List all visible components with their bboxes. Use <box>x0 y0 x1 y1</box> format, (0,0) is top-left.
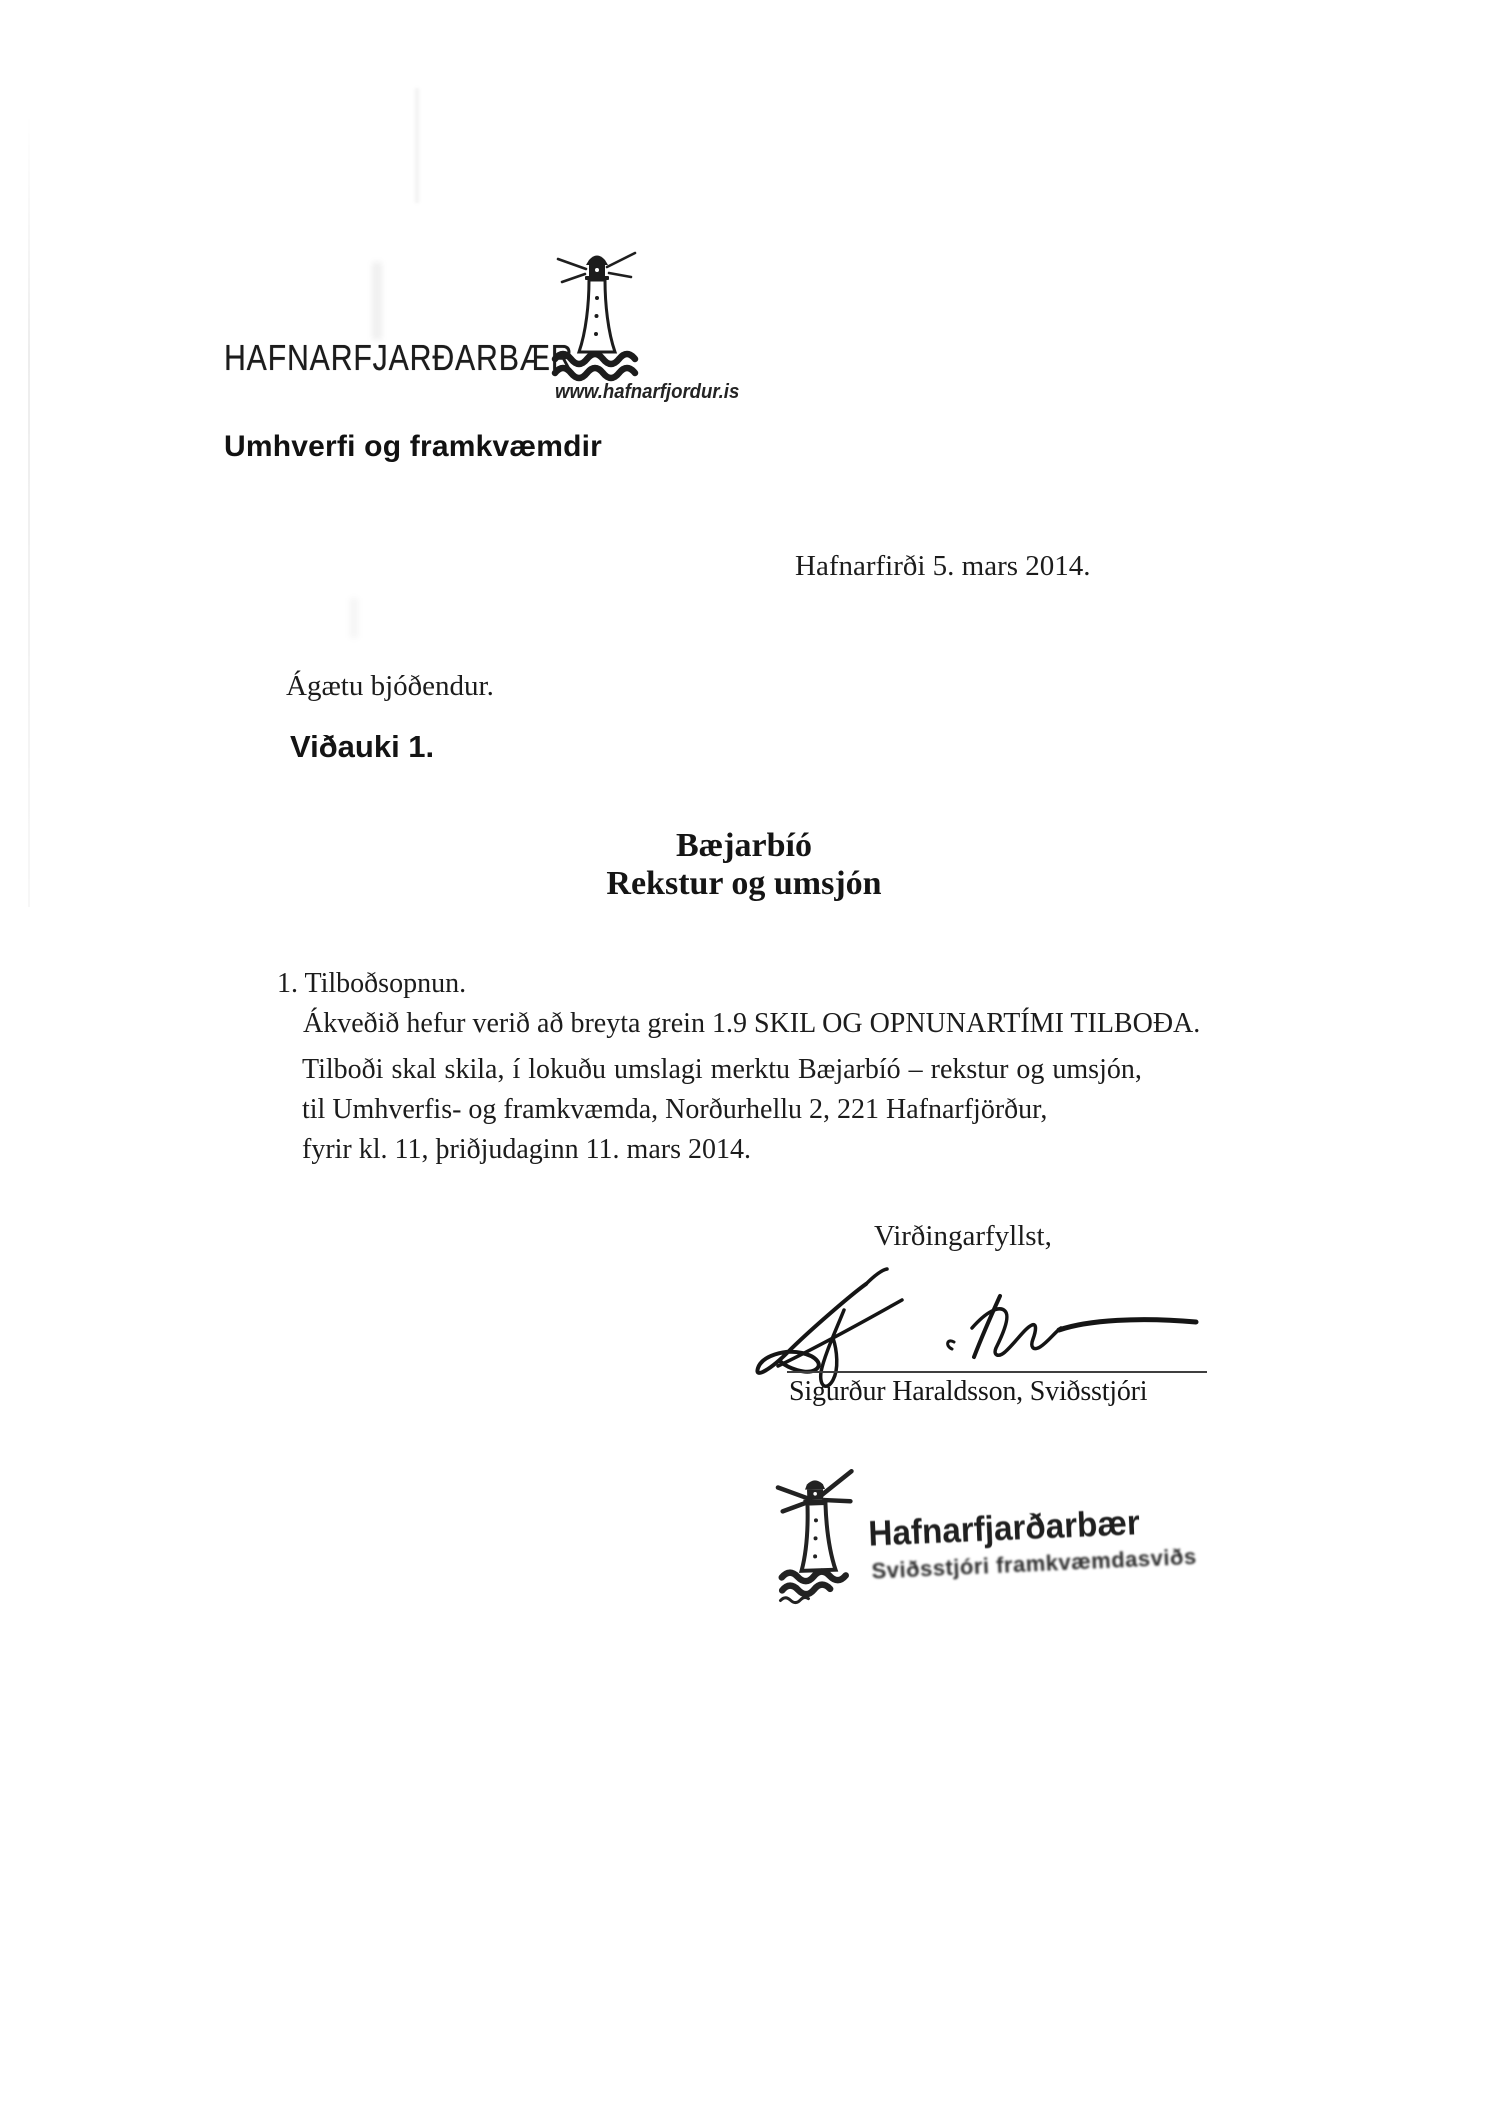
document-title <box>444 827 1044 903</box>
salutation: Ágætu bjóðendur. <box>286 670 494 702</box>
main-paragraph <box>302 1050 1142 1170</box>
org-name: HAFNARFJARÐARBÆR <box>224 337 574 378</box>
stamp-subtitle: Sviðsstjóri framkvæmdasviðs <box>871 1543 1198 1584</box>
department-line: Umhverfi og framkvæmdir <box>224 430 603 463</box>
paragraph-line-1: Tilboði skal skila, í lokuðu umslagi merktu Bæjarbíó – rekstur og umsjón, <box>302 1054 1142 1085</box>
stamp-org-name: Hafnarfjarðarbær <box>867 1503 1141 1554</box>
signature-underline <box>787 1371 1207 1373</box>
scan-artifact-logo-smudge <box>372 262 382 340</box>
title-line-2: Rekstur og umsjón <box>606 865 882 902</box>
scan-artifact-left-line <box>28 112 30 907</box>
valediction: Virðingarfyllst, <box>874 1220 1052 1252</box>
dateline: Hafnarfirði 5. mars 2014. <box>795 550 1091 582</box>
stamp-lighthouse-icon <box>774 1461 858 1605</box>
rubber-stamp <box>762 1444 1197 1617</box>
paragraph-line-2: til Umhverfis- og framkvæmda, Norðurhellu 2, 221 Hafnarfjörður, <box>302 1094 1048 1125</box>
paragraph-line-3: fyrir kl. 11, þriðjudaginn 11. mars 2014. <box>302 1134 751 1165</box>
scan-artifact-mid-smudge <box>350 598 358 638</box>
signer-name-line: Sigurður Haraldsson, Sviðsstjóri <box>789 1376 1148 1407</box>
title-line-1: Bæjarbíó <box>676 827 812 864</box>
scan-artifact-top-streak <box>415 88 419 203</box>
item-heading: 1. Tilboðsopnun. <box>277 968 467 999</box>
org-website: www.hafnarfjordur.is <box>555 381 740 403</box>
item-text: Ákveðið hefur verið að breyta grein 1.9 SKIL OG OPNUNARTÍMI TILBOÐA. <box>303 1008 1201 1039</box>
appendix-label: Viðauki 1. <box>290 729 435 764</box>
